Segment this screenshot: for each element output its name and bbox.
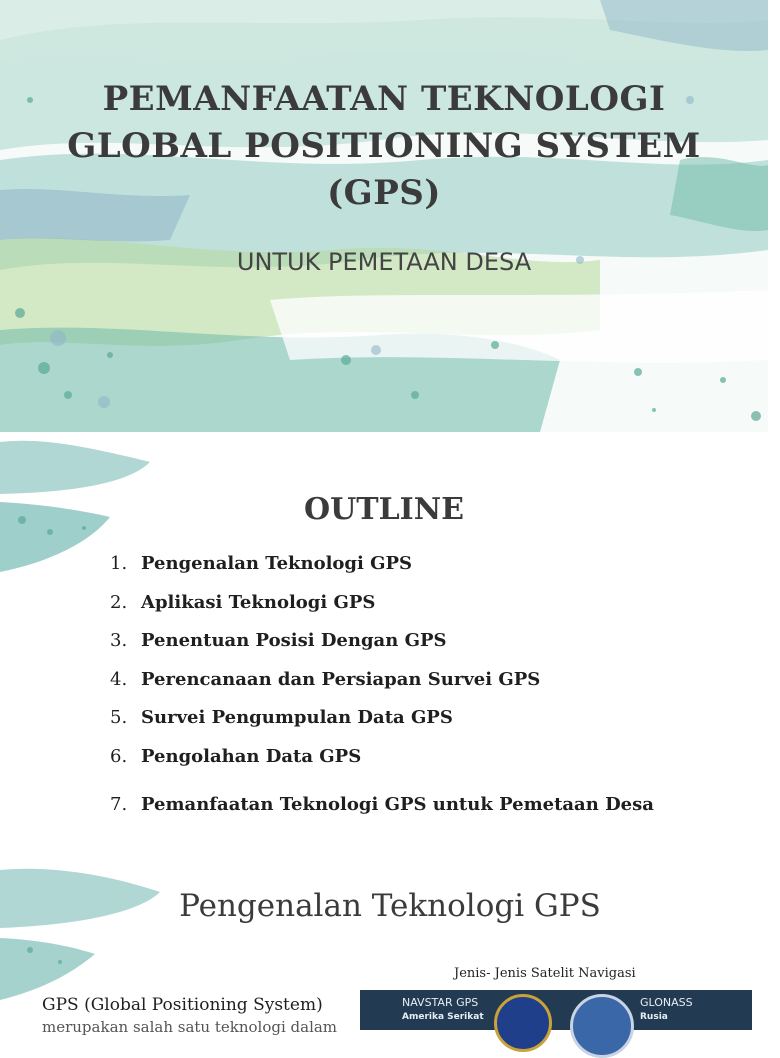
gps-definition-continued: merupakan salah satu teknologi dalam: [42, 1018, 338, 1036]
glonass-emblem-icon: [570, 994, 634, 1058]
title-line-2: GLOBAL POSITIONING SYSTEM: [67, 126, 701, 166]
title-line-3: (GPS): [327, 173, 441, 213]
presentation-subtitle: UNTUK PEMETAAN DESA: [236, 248, 532, 276]
outline-item-text: Pengolahan Data GPS: [141, 745, 362, 767]
outline-item: [110, 666, 730, 705]
satellite-name: NAVSTAR GPS: [402, 996, 479, 1009]
satellite-panel: [360, 990, 752, 1030]
outline-item: [110, 550, 730, 589]
slide-heading: Pengenalan Teknologi GPS: [179, 888, 601, 924]
outline-item-text: Aplikasi Teknologi GPS: [141, 591, 376, 613]
outline-item-number: 6.: [110, 745, 128, 767]
outline-item: [110, 743, 730, 782]
outline-item-text: Pemanfaatan Teknologi GPS untuk Pemetaan Desa: [141, 794, 654, 815]
gps-definition: GPS (Global Positioning System): [42, 995, 323, 1015]
satellite-country: Amerika Serikat: [402, 1012, 484, 1022]
outline-item-number: 2.: [110, 591, 128, 613]
outline-heading: OUTLINE: [303, 492, 465, 527]
outline-item-text: Pengenalan Teknologi GPS: [141, 553, 413, 574]
title-slide: [0, 0, 768, 432]
outline-item-number: 4.: [110, 668, 128, 690]
intro-slide: [0, 850, 768, 1036]
satellite-country: Rusia: [640, 1012, 668, 1022]
outline-item: [110, 589, 730, 628]
outline-item: [110, 704, 730, 743]
outline-item-number: 3.: [110, 630, 128, 651]
outline-item-number: 7.: [110, 794, 128, 815]
outline-slide: [0, 432, 768, 850]
outline-list: [110, 550, 730, 830]
outline-item-text: Penentuan Posisi Dengan GPS: [141, 630, 447, 651]
title-line-1: PEMANFAATAN TEKNOLOGI: [102, 79, 666, 119]
satellite-types-label: Jenis- Jenis Satelit Navigasi: [454, 966, 636, 981]
outline-item-number: 1.: [110, 553, 128, 574]
outline-item-text: Survei Pengumpulan Data GPS: [141, 707, 453, 728]
satellite-name: GLONASS: [640, 996, 693, 1009]
outline-item-number: 5.: [110, 707, 128, 728]
outline-item-text: Perencanaan dan Persiapan Survei GPS: [141, 668, 541, 690]
outline-item: [110, 627, 730, 666]
outline-item: [110, 791, 730, 830]
presentation-title: [0, 76, 768, 217]
navstar-emblem-icon: [494, 994, 552, 1052]
